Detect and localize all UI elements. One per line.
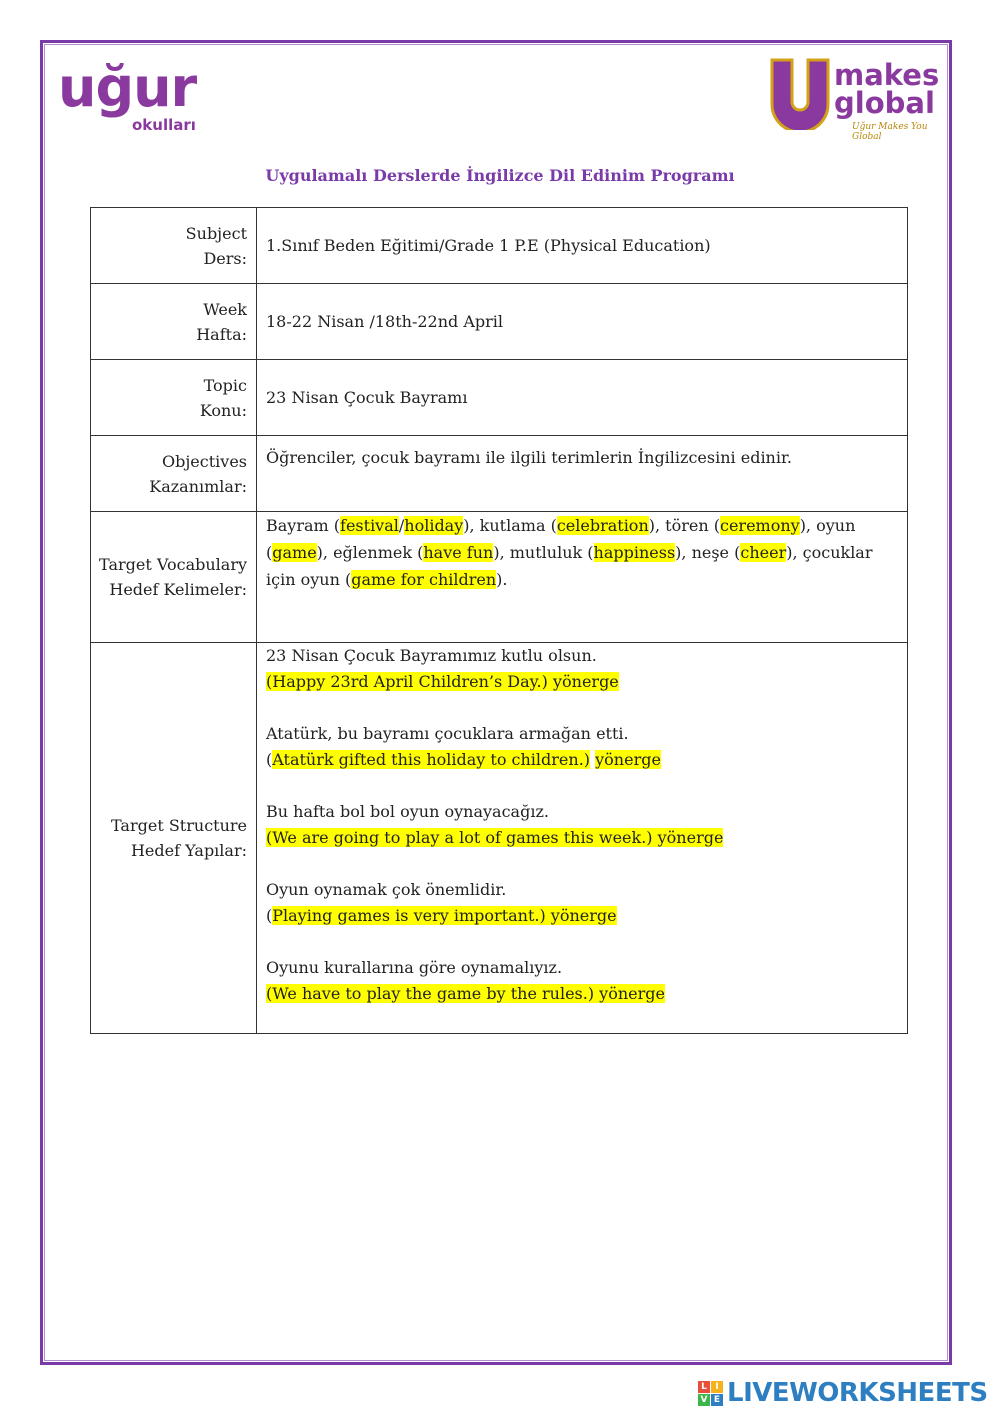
- ugur-logo-sub: okulları: [132, 116, 196, 134]
- structure-5-en: (We have to play the game by the rules.) yönerge: [266, 984, 665, 1003]
- ugur-logo: [58, 56, 208, 142]
- value-vocabulary: [266, 512, 907, 593]
- vocab-highlight: happiness: [593, 543, 676, 562]
- value-objectives: Öğrenciler, çocuk bayramı ile ilgili terimlerin İngilizcesini edinir.: [266, 448, 792, 467]
- label-subject: Subject: [185, 223, 247, 243]
- value-structures: [266, 643, 907, 1007]
- value-subject: 1.Sınıf Beden Eğitimi/Grade 1 P.E (Physical Education): [266, 236, 711, 255]
- document-title: Uygulamalı Derslerde İngilizce Dil Edinim Programı: [265, 166, 735, 185]
- structure-4-open: (: [266, 906, 273, 925]
- logo-word-makes: makes: [834, 58, 940, 92]
- structure-4-en: Playing games is very important.) yönerge: [272, 906, 617, 925]
- value-week: 18-22 Nisan /18th-22nd April: [266, 312, 504, 331]
- label-target-structure: Target Structure: [111, 816, 247, 835]
- vocab-text: ), kutlama (: [463, 516, 557, 535]
- table-row-week: [91, 284, 908, 360]
- vocab-highlight: have fun: [423, 543, 494, 562]
- label-konu: Konu:: [199, 400, 247, 420]
- vocab-highlight: game for children: [351, 570, 497, 589]
- structure-1-en: (Happy 23rd April Children’s Day.) yönerge: [266, 672, 619, 691]
- structure-4-tr: Oyun oynamak çok önemlidir.: [266, 880, 507, 899]
- vocab-highlight: holiday: [404, 516, 464, 535]
- vocab-text: ).: [496, 570, 508, 589]
- vocab-text: ), mutluluk (: [493, 543, 594, 562]
- structure-2-tr: Atatürk, bu bayramı çocuklara armağan etti.: [266, 724, 629, 743]
- table-row-subject: [91, 208, 908, 284]
- makes-global-logo: [768, 58, 948, 142]
- label-hedef-yapilar: Hedef Yapılar:: [130, 841, 247, 860]
- vocab-text: ), tören (: [648, 516, 720, 535]
- structure-3-tr: Bu hafta bol bol oyun oynayacağız.: [266, 802, 549, 821]
- structure-2-en: Atatürk gifted this holiday to children.): [272, 750, 591, 769]
- vocab-highlight: cheer: [740, 543, 787, 562]
- label-ders: Ders:: [203, 248, 247, 268]
- liveworksheets-icon: L I V E: [698, 1381, 723, 1406]
- value-topic: 23 Nisan Çocuk Bayramı: [266, 388, 468, 407]
- structure-5-tr: Oyunu kurallarına göre oynamalıyız.: [266, 958, 563, 977]
- label-kazanimlar: Kazanımlar:: [149, 476, 247, 496]
- table-row-vocabulary: [91, 512, 908, 643]
- structure-3-en: (We are going to play a lot of games this week.) yönerge: [266, 828, 724, 847]
- vocab-text: Bayram (: [266, 516, 341, 535]
- table-row-structure: [91, 643, 908, 1034]
- lesson-plan-table: [90, 207, 908, 1034]
- label-topic: Topic: [203, 375, 247, 395]
- vocab-text: ), oyun (: [266, 516, 856, 562]
- vocab-highlight: festival: [340, 516, 399, 535]
- vocab-text: /: [398, 516, 405, 535]
- ugur-logo-word: uğur: [58, 56, 197, 119]
- label-week: Week: [203, 299, 247, 319]
- vocab-highlight: ceremony: [719, 516, 800, 535]
- table-row-topic: [91, 360, 908, 436]
- vocab-text: ), neşe (: [675, 543, 741, 562]
- table-row-objectives: [91, 436, 908, 512]
- logo-word-global: global: [834, 86, 935, 120]
- vocab-highlight: game: [272, 543, 317, 562]
- vocab-text: ), çocuklar için oyun (: [266, 543, 873, 589]
- structure-2-tail: yönerge: [595, 750, 661, 769]
- vocab-highlight: celebration: [556, 516, 649, 535]
- liveworksheets-watermark: [698, 1378, 988, 1408]
- label-objectives: Objectives: [161, 451, 247, 471]
- structure-1-tr: 23 Nisan Çocuk Bayramımız kutlu olsun.: [266, 646, 597, 665]
- label-hedef-kelimeler: Hedef Kelimeler:: [109, 580, 247, 599]
- structure-2-open: (: [266, 750, 273, 769]
- vocab-text: ), eğlenmek (: [316, 543, 424, 562]
- watermark-text: LIVEWORKSHEETS: [727, 1378, 988, 1408]
- logo-tagline: Uğur Makes You Global: [852, 122, 928, 142]
- label-hafta: Hafta:: [196, 324, 247, 344]
- label-target-vocabulary: Target Vocabulary: [99, 555, 247, 574]
- u-letter-icon: [768, 58, 832, 130]
